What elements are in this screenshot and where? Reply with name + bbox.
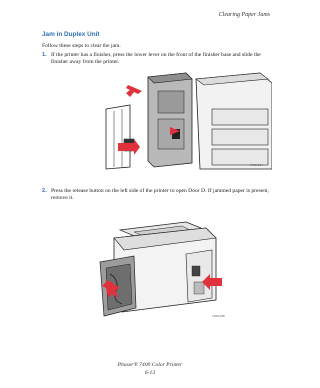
step-number: 2. — [42, 188, 47, 194]
section-title: Jam in Duplex Unit — [42, 31, 100, 38]
step-1 — [42, 52, 274, 66]
finisher-illustration — [100, 69, 272, 172]
figure-id: 7400-035 — [212, 314, 225, 318]
figure-id: 7400-034 — [250, 163, 263, 167]
footer-product: Phaser® 7400 Color Printer — [117, 362, 183, 368]
intro-text: Follow these steps to clear the jam. — [42, 43, 121, 49]
step-2 — [42, 188, 274, 202]
finisher-drawing — [100, 69, 272, 172]
step-text: If the printer has a finisher, press the lower lever on the front of the finisher base and slide the finisher away from the printer. — [51, 52, 261, 65]
footer-page-number: 6-13 — [144, 370, 156, 376]
step-number: 1. — [42, 52, 47, 58]
running-header: Clearing Paper Jams — [218, 12, 270, 18]
printer-drawing — [90, 208, 230, 321]
step-text: Press the release button on the left side of the printer to open Door D. If jammed paper is present, remove it. — [51, 188, 269, 201]
door-d-illustration — [90, 208, 230, 321]
